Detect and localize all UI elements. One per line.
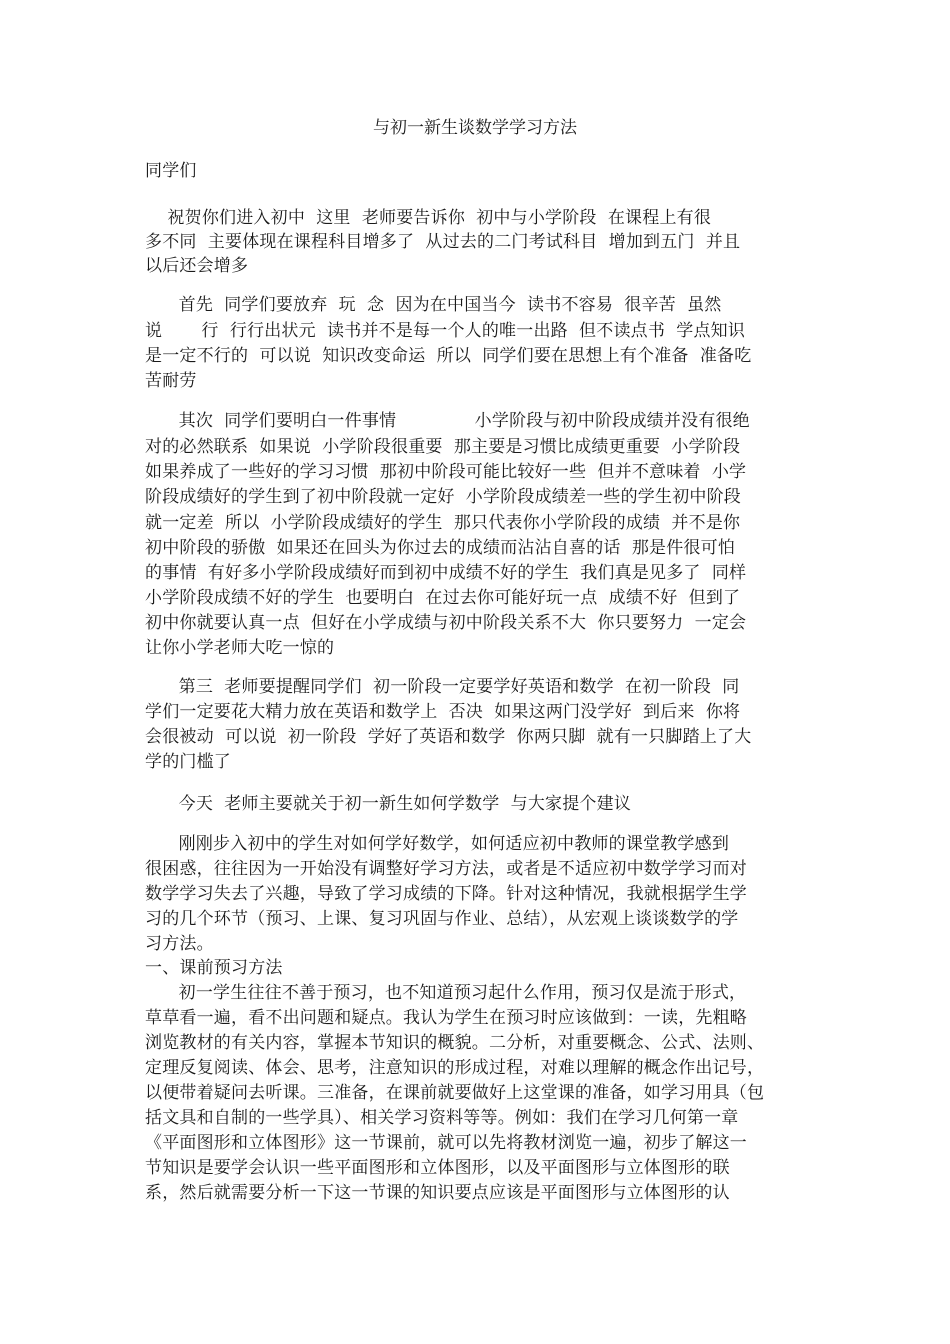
document-title: 与初一新生谈数学学习方法 <box>373 118 577 138</box>
para-3-line: 初中你就要认真一点 但好在小学成绩与初中阶段关系不大 你只要努力 一定会 <box>145 613 747 633</box>
para-6-line: 刚刚步入初中的学生对如何学好数学，如何适应初中教师的课堂教学感到 <box>145 834 730 854</box>
para-3-line: 其次 同学们要明白一件事情 小学阶段与初中阶段成绩并没有很绝 <box>145 411 750 431</box>
para-7-line: 浏览教材的有关内容，掌握本节知识的概貌。二分析，对重要概念、公式、法则、 <box>145 1033 765 1053</box>
greeting: 同学们 <box>145 161 197 181</box>
section-heading: 一、课前预习方法 <box>145 958 283 978</box>
para-1-line: 祝贺你们进入初中 这里 老师要告诉你 初中与小学阶段 在课程上有很 <box>145 208 712 228</box>
para-3-line: 的事情 有好多小学阶段成绩好而到初中成绩不好的学生 我们真是见多了 同样 <box>145 563 747 583</box>
para-3-line: 如果养成了一些好的学习习惯 那初中阶段可能比较好一些 但并不意味着 小学 <box>145 462 747 482</box>
para-4-line: 第三 老师要提醒同学们 初一阶段一定要学好英语和数学 在初一阶段 同 <box>145 677 740 697</box>
para-7-line: 以便带着疑问去听课。三准备，在课前就要做好上这堂课的准备，如学习用具（包 <box>145 1083 765 1103</box>
para-3-line: 小学阶段成绩不好的学生 也要明白 在过去你可能好玩一点 成绩不好 但到了 <box>145 588 741 608</box>
para-2-line: 苦耐劳 <box>145 371 197 391</box>
para-3-line: 就一定差 所以 小学阶段成绩好的学生 那只代表你小学阶段的成绩 并不是你 <box>145 513 741 533</box>
para-7-line: 《平面图形和立体图形》这一节课前，就可以先将教材浏览一遍，初步了解这一 <box>145 1133 747 1153</box>
para-2-line: 首先 同学们要放弃 玩 念 因为在中国当今 读书不容易 很辛苦 虽然 <box>145 295 722 315</box>
para-3-line: 对的必然联系 如果说 小学阶段很重要 那主要是习惯比成绩更重要 小学阶段 <box>145 437 741 457</box>
para-5-line: 今天 老师主要就关于初一新生如何学数学 与大家提个建议 <box>145 794 632 814</box>
para-6-line: 数学学习失去了兴趣，导致了学习成绩的下降。针对这种情况，我就根据学生学 <box>145 884 747 904</box>
para-2-line: 说 行 行行出状元 读书并不是每一个人的唯一出路 但不读点书 学点知识 <box>145 321 746 341</box>
para-6-line: 习的几个环节（预习、上课、复习巩固与作业、总结），从宏观上谈谈数学的学 <box>145 909 739 929</box>
para-6-line: 习方法。 <box>145 934 214 954</box>
para-7-line: 草草看一遍，看不出问题和疑点。我认为学生在预习时应该做到：一读，先粗略 <box>145 1008 747 1028</box>
para-1-line: 多不同 主要体现在课程科目增多了 从过去的二门考试科目 增加到五门 并且 <box>145 232 741 252</box>
para-7-line: 节知识是要学会认识一些平面图形和立体图形，以及平面图形与立体图形的联 <box>145 1158 730 1178</box>
para-4-line: 会很被动 可以说 初一阶段 学好了英语和数学 你两只脚 就有一只脚踏上了大 <box>145 727 752 747</box>
para-2-line: 是一定不行的 可以说 知识改变命运 所以 同学们要在思想上有个准备 准备吃 <box>145 346 752 366</box>
para-3-line: 初中阶段的骄傲 如果还在回头为你过去的成绩而沾沾自喜的话 那是件很可怕 <box>145 538 736 558</box>
para-1-line: 以后还会增多 <box>145 256 249 276</box>
para-7-line: 初一学生往往不善于预习，也不知道预习起什么作用，预习仅是流于形式， <box>145 983 747 1003</box>
para-7-line: 括文具和自制的一些学具）、相关学习资料等等。例如：我们在学习几何第一章 <box>145 1108 739 1128</box>
para-7-line: 系，然后就需要分析一下这一节课的知识要点应该是平面图形与立体图形的认 <box>145 1183 730 1203</box>
para-3-line: 阶段成绩好的学生到了初中阶段就一定好 小学阶段成绩差一些的学生初中阶段 <box>145 487 742 507</box>
para-4-line: 学们一定要花大精力放在英语和数学上 否决 如果这两门没学好 到后来 你将 <box>145 702 741 722</box>
para-3-line: 让你小学老师大吃一惊的 <box>145 638 335 658</box>
para-4-line: 学的门槛了 <box>145 752 231 772</box>
para-7-line: 定理反复阅读、体会、思考，注意知识的形成过程，对难以理解的概念作出记号， <box>145 1058 765 1078</box>
para-6-line: 很困惑，往往因为一开始没有调整好学习方法，或者是不适应初中数学学习而对 <box>145 859 747 879</box>
